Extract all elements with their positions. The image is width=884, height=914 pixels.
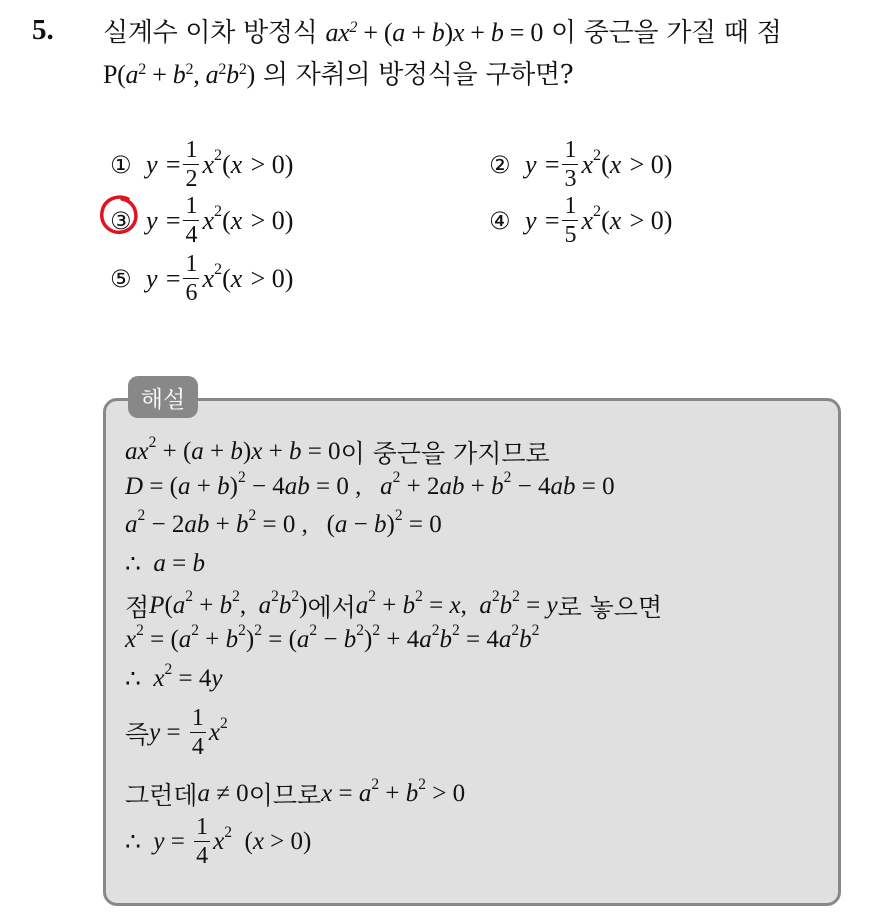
fraction: $\frac{1}{4}$ bbox=[191, 705, 204, 760]
question-line-2 bbox=[103, 54, 573, 91]
fraction: $\frac{1}{4}$ bbox=[196, 814, 209, 869]
choice-1[interactable]: ① y = $\frac{1}{2}$ x $^2$ ( x > 0) bbox=[110, 137, 294, 192]
fraction: $\frac{1}{6}$ bbox=[185, 251, 198, 306]
solution-line-10: ∴ y = $\frac{1}{4}$ x $^2$ ( x > 0) bbox=[125, 814, 312, 869]
choice-number: ① bbox=[110, 150, 132, 179]
solution-line-8: 즉 y = $\frac{1}{4}$ x $^2$ bbox=[125, 705, 228, 760]
solution-line-9: 그런데 a ≠ 0 이므로 x = a $^2$ + b $^2$ > 0 bbox=[125, 776, 466, 810]
choice-number: ③ bbox=[110, 206, 132, 235]
question-text-c: 의 자취의 방정식을 구하면? bbox=[254, 60, 574, 90]
solution-line-5: 점 P ( a $^2$ + b $^2$ , a $^2$ b $^2$ ) 에서 a $^2$ + b $^2$ = x , a $^2$ b $^2$ = y 로 놓으면 bbox=[125, 588, 663, 622]
fraction: $\frac{1}{5}$ bbox=[564, 193, 577, 248]
solution-tag: 해설 bbox=[128, 376, 198, 418]
question-equation: $ax^2 + (a + b)x + b = 0$ bbox=[325, 18, 544, 47]
solution-line-3: a $^2$ − 2 ab + b $^2$ = 0 , ( a − b ) $^2$ = 0 bbox=[125, 507, 442, 538]
choice-number: ④ bbox=[489, 206, 511, 235]
choice-3[interactable]: ③ y = $\frac{1}{4}$ x $^2$ ( x > 0) bbox=[110, 193, 294, 248]
solution-line-1: ax $^2$ + ( a + b ) x + b = 0 이 중근을 가지므로 bbox=[125, 434, 550, 468]
fraction: $\frac{1}{3}$ bbox=[564, 137, 577, 192]
choice-2[interactable]: ② y = $\frac{1}{3}$ x $^2$ ( x > 0) bbox=[489, 137, 673, 192]
fraction: $\frac{1}{4}$ bbox=[185, 193, 198, 248]
solution-line-4: ∴ a = b bbox=[125, 550, 206, 578]
choice-number: ⑤ bbox=[110, 264, 132, 293]
question-text-a: 실계수 이차 방정식 bbox=[103, 18, 326, 48]
solution-line-7: ∴ x $^2$ = 4 y bbox=[125, 661, 223, 693]
solution-line-2: D = ( a + b ) $^2$ − 4 ab = 0 , a $^2$ + 2 ab + b $^2$ − 4 ab = 0 bbox=[125, 469, 615, 500]
choice-5[interactable]: ⑤ y = $\frac{1}{6}$ x $^2$ ( x > 0) bbox=[110, 251, 294, 306]
question-text-b: 이 중근을 가질 때 점 bbox=[543, 18, 782, 48]
point-p: $P(a^2 + b^2$, $a^2b^2$) bbox=[103, 60, 255, 89]
fraction: $\frac{1}{2}$ bbox=[185, 137, 198, 192]
question-number: 5. bbox=[32, 14, 54, 46]
answer-circle-mark bbox=[98, 193, 142, 237]
solution-line-6: x $^2$ = ( a $^2$ + b $^2$ ) $^2$ = ( a $^2$ − b $^2$ ) $^2$ + 4 a $^2$ b $^2$ = 4 a $^2$ b $^2$ bbox=[125, 622, 540, 653]
choice-4[interactable]: ④ y = $\frac{1}{5}$ x $^2$ ( x > 0) bbox=[489, 193, 673, 248]
question-line-1 bbox=[103, 12, 781, 49]
choice-number: ② bbox=[489, 150, 511, 179]
